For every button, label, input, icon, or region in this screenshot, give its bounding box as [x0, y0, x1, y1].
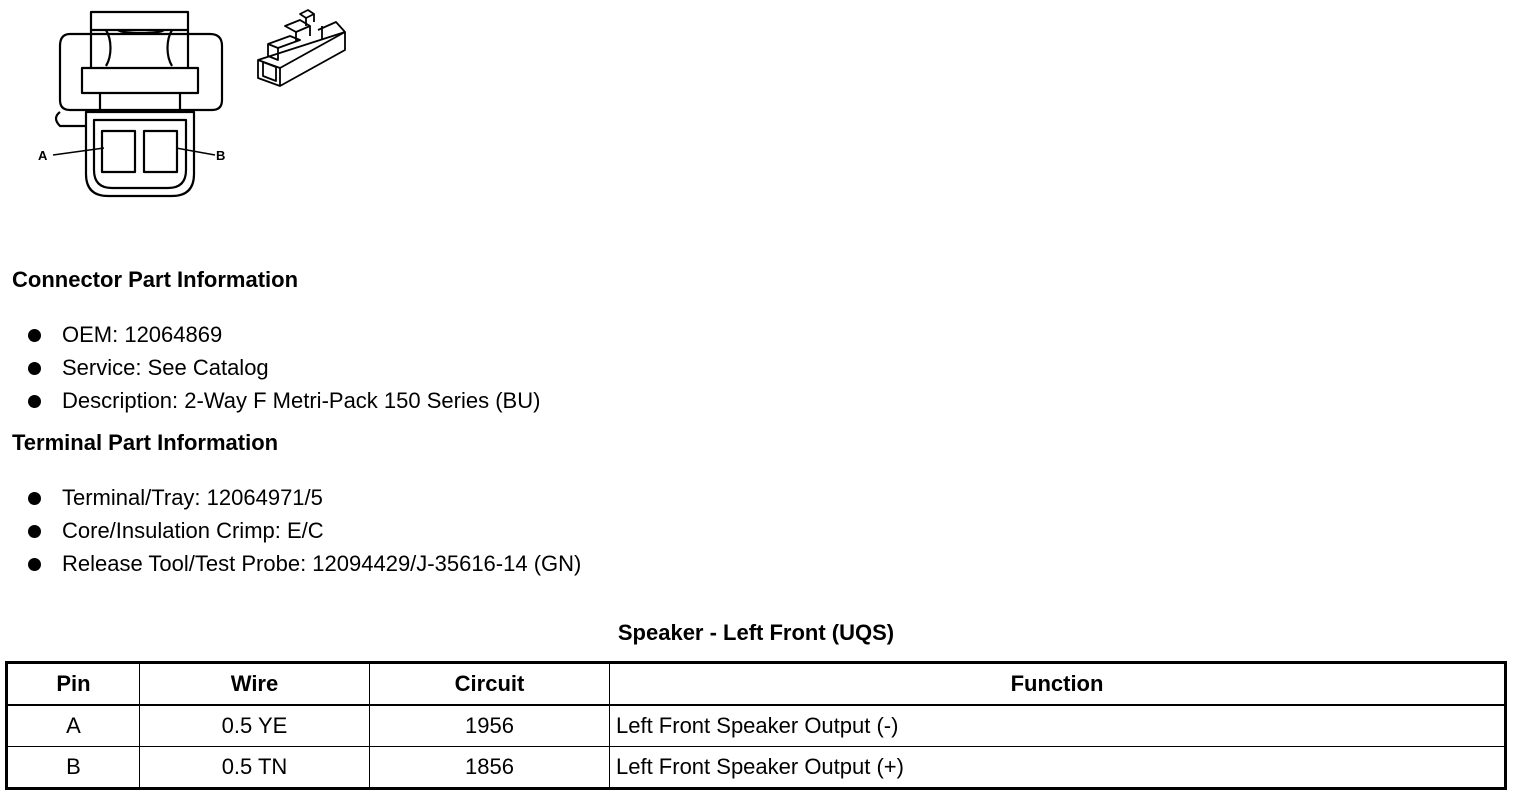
connector-info-heading: Connector Part Information [12, 267, 299, 292]
list-item-text: Terminal/Tray: 12064971/5 [62, 485, 323, 510]
list-item-text: Release Tool/Test Probe: 12094429/J-35616-14 (GN) [62, 551, 582, 576]
list-item [26, 485, 581, 518]
table-row [7, 705, 1506, 747]
bullet-icon [28, 395, 41, 408]
function-cell: Left Front Speaker Output (-) [610, 705, 1506, 747]
bullet-icon [28, 558, 41, 571]
list-item [26, 388, 540, 421]
terminal-info-heading: Terminal Part Information [12, 430, 279, 455]
list-item-text: OEM: 12064869 [62, 322, 223, 347]
bullet-icon [28, 525, 41, 538]
function-cell: Left Front Speaker Output (+) [610, 747, 1506, 789]
column-header-circuit: Circuit [370, 663, 610, 706]
bullet-icon [28, 362, 41, 375]
pin-cell: A [7, 705, 140, 747]
pin-b-label: B [216, 148, 226, 163]
list-item [26, 355, 540, 388]
pin-cell: B [7, 747, 140, 789]
bullet-icon [28, 492, 41, 505]
column-header-pin: Pin [7, 663, 140, 706]
list-item-text: Core/Insulation Crimp: E/C [62, 518, 324, 543]
list-item [26, 322, 540, 355]
list-item [26, 518, 581, 551]
circuit-cell: 1956 [370, 705, 610, 747]
list-item-text: Description: 2-Way F Metri-Pack 150 Series (BU) [62, 388, 541, 413]
connector-diagram [0, 0, 380, 215]
bullet-icon [28, 329, 41, 342]
column-header-wire: Wire [140, 663, 370, 706]
pin-table [5, 661, 1507, 790]
connector-thumbnail [258, 10, 345, 86]
column-header-function: Function [610, 663, 1506, 706]
wire-cell: 0.5 TN [140, 747, 370, 789]
circuit-cell: 1856 [370, 747, 610, 789]
wire-cell: 0.5 YE [140, 705, 370, 747]
table-row [7, 747, 1506, 789]
connector-info-list [26, 322, 540, 421]
list-item [26, 551, 581, 584]
terminal-info-list [26, 485, 581, 584]
pin-a-label: A [38, 148, 48, 163]
pin-table-title: Speaker - Left Front (UQS) [617, 620, 895, 645]
list-item-text: Service: See Catalog [62, 355, 269, 380]
table-header-row [7, 663, 1506, 706]
